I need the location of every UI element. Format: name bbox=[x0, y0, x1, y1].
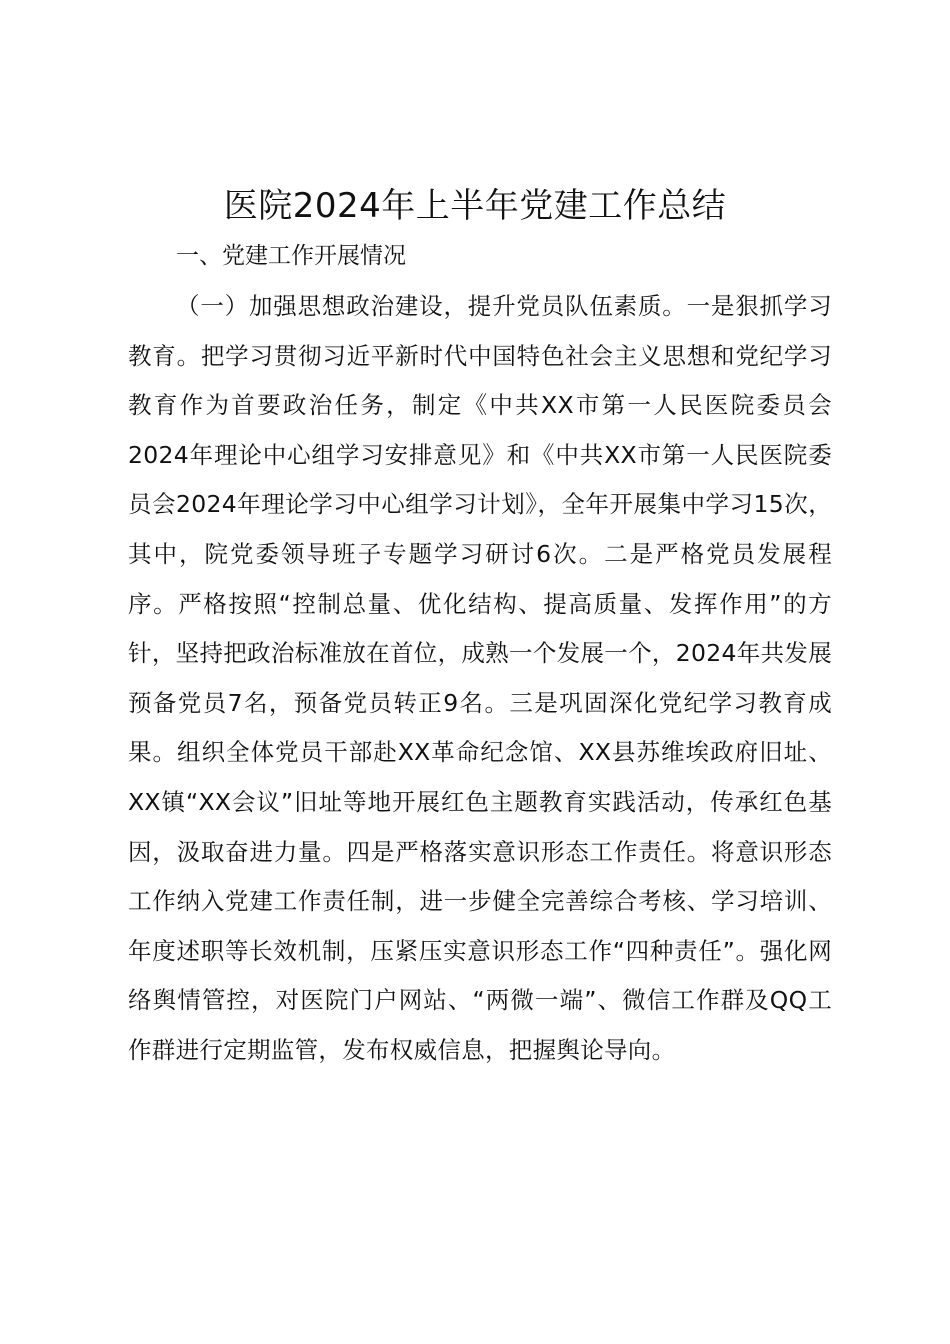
document-title: 医院2024年上半年党建工作总结 bbox=[223, 186, 727, 226]
body-paragraph: （一）加强思想政治建设，提升党员队伍素质。一是狠抓学习教育。把学习贯彻习近平新时代中国特色社会主义思想和党纪学习教育作为首要政治任务，制定《中共XX市第一人民医院委员会2024年理论中心组学习安排意见》和《中共XX市第一人民医院委员会2024年理论学习中心组学习计划》，全年开展集中学习15次，其中，院党委领导班子专题学习研讨6次。二是严格党员发展程序。严格按照“控制总量、优化结构、提高质量、发挥作用”的方针，坚持把政治标准放在首位，成熟一个发展一个，2024年共发展预备党员7名，预备党员转正9名。三是巩固深化党纪学习教育成果。组织全体党员干部赴XX革命纪念馆、XX县苏维埃政府旧址、XX镇“XX会议”旧址等地开展红色主题教育实践活动，传承红色基因，汲取奋进力量。四是严格落实意识形态工作责任。将意识形态工作纳入党建工作责任制，进一步健全完善综合考核、学习培训、年度述职等长效机制，压紧压实意识形态工作“四种责任”。强化网络舆情管控，对医院门户网站、“两微一端”、微信工作群及QQ工作群进行定期监管，发布权威信息，把握舆论导向。 bbox=[128, 292, 832, 1064]
section-heading: 一、党建工作开展情况 bbox=[176, 243, 406, 269]
